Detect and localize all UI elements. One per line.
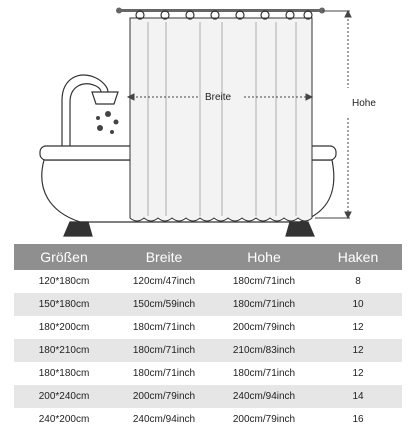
shower-faucet (62, 75, 118, 146)
cell-size: 240*200cm (14, 408, 114, 431)
cell-width: 120cm/47inch (114, 270, 214, 293)
curtain-panel (130, 18, 312, 221)
cell-size: 180*180cm (14, 362, 114, 385)
bubble (110, 130, 114, 134)
arrow-down-icon (345, 212, 351, 218)
bubbles (96, 111, 119, 134)
curtain (130, 11, 312, 221)
header-hohe: Hohe (214, 244, 314, 270)
cell-width: 150cm/59inch (114, 293, 214, 316)
cell-size: 120*180cm (14, 270, 114, 293)
table-row (14, 316, 402, 339)
bathtub-foot-right (286, 222, 314, 236)
cell-size: 150*180cm (14, 293, 114, 316)
table-row (14, 270, 402, 293)
cell-hooks: 12 (314, 339, 402, 362)
cell-height: 180cm/71inch (214, 270, 314, 293)
bubble (96, 116, 100, 120)
cell-height: 210cm/83inch (214, 339, 314, 362)
header-groessen: Größen (14, 244, 114, 270)
cell-width: 240cm/94inch (114, 408, 214, 431)
cell-height: 240cm/94inch (214, 385, 314, 408)
table-row (14, 362, 402, 385)
cell-hooks: 12 (314, 362, 402, 385)
table-row (14, 293, 402, 316)
bathtub-foot-left (64, 222, 92, 236)
size-table (14, 244, 402, 431)
cell-height: 180cm/71inch (214, 362, 314, 385)
header-breite: Breite (114, 244, 214, 270)
cell-hooks: 8 (314, 270, 402, 293)
faucet-pipe (62, 75, 108, 146)
cell-width: 180cm/71inch (114, 362, 214, 385)
arrow-up-icon (345, 11, 351, 17)
shower-head (92, 92, 118, 104)
cell-width: 200cm/79inch (114, 385, 214, 408)
height-label: Hohe (352, 98, 376, 109)
cell-height: 200cm/79inch (214, 408, 314, 431)
cell-height: 180cm/71inch (214, 293, 314, 316)
header-haken: Haken (314, 244, 402, 270)
cell-hooks: 12 (314, 316, 402, 339)
cell-hooks: 10 (314, 293, 402, 316)
table-header-row (14, 244, 402, 270)
size-table-container (14, 244, 402, 431)
width-label: Breite (204, 92, 232, 103)
cell-size: 200*240cm (14, 385, 114, 408)
cell-hooks: 16 (314, 408, 402, 431)
cell-size: 180*200cm (14, 316, 114, 339)
bubble (97, 125, 103, 131)
cell-size: 180*210cm (14, 339, 114, 362)
cell-width: 180cm/71inch (114, 339, 214, 362)
bubble (114, 120, 119, 125)
table-row (14, 385, 402, 408)
cell-hooks: 14 (314, 385, 402, 408)
bubble (105, 111, 111, 117)
rod-end-left (116, 8, 122, 14)
cell-height: 200cm/79inch (214, 316, 314, 339)
table-row (14, 408, 402, 431)
cell-width: 180cm/71inch (114, 316, 214, 339)
table-row (14, 339, 402, 362)
